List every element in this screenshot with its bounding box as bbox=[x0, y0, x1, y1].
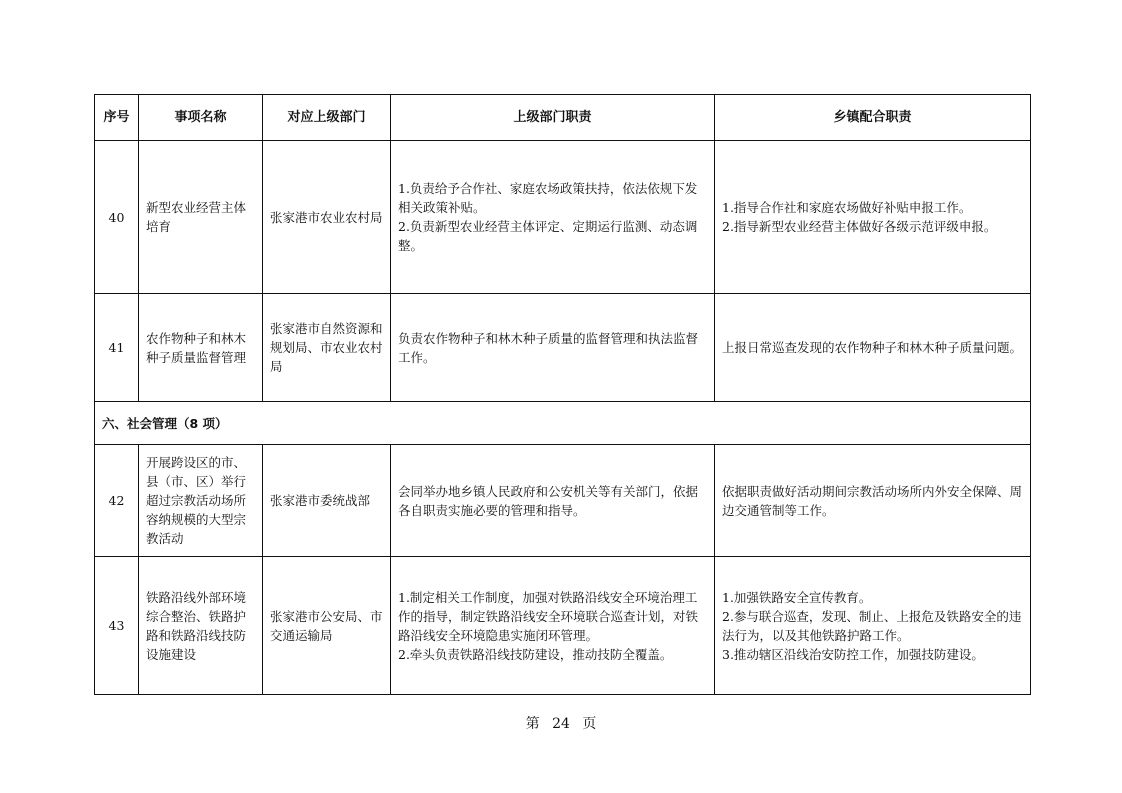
row-item-name: 开展跨设区的市、县（市、区）举行超过宗教活动场所容纳规模的大型宗教活动 bbox=[139, 445, 263, 557]
table-row bbox=[95, 294, 1031, 402]
upper-duty-line: 2.牵头负责铁路沿线技防建设，推动技防全覆盖。 bbox=[398, 646, 673, 662]
row-upper-duty bbox=[391, 294, 715, 402]
page-footer bbox=[0, 713, 1122, 733]
town-duty-line: 1.指导合作社和家庭农场做好补贴申报工作。 bbox=[722, 200, 972, 215]
row-item-name: 新型农业经营主体培育 bbox=[139, 141, 263, 294]
town-duty-line: 3.推动辖区沿线治安防控工作，加强技防建设。 bbox=[722, 646, 984, 662]
row-upper-duty bbox=[391, 141, 715, 294]
header-item-name: 事项名称 bbox=[139, 95, 263, 141]
row-no: 41 bbox=[95, 294, 139, 402]
upper-duty-line: 1.制定相关工作制度，加强对铁路沿线安全环境治理工作的指导，制定铁路沿线安全环境联合巡查计划，对铁路沿线安全环境隐患实施闭环管理。 bbox=[398, 589, 699, 643]
town-duty-line: 2.参与联合巡查，发现、制止、上报危及铁路安全的违法行为，以及其他铁路护路工作。 bbox=[722, 608, 1022, 643]
duty-table bbox=[94, 94, 1031, 695]
row-department: 张家港市委统战部 bbox=[263, 445, 391, 557]
row-no: 40 bbox=[95, 141, 139, 294]
section-row bbox=[95, 402, 1031, 445]
header-no: 序号 bbox=[95, 95, 139, 141]
row-town-duty bbox=[715, 557, 1031, 695]
row-upper-duty bbox=[391, 557, 715, 695]
row-town-duty bbox=[715, 294, 1031, 402]
row-item-name: 铁路沿线外部环境综合整治、铁路护路和铁路沿线技防设施建设 bbox=[139, 557, 263, 695]
header-upper-duty: 上级部门职责 bbox=[391, 95, 715, 141]
upper-duty-line: 1.负责给予合作社、家庭农场政策扶持，依法依规下发相关政策补贴。 bbox=[398, 181, 698, 215]
row-town-duty bbox=[715, 445, 1031, 557]
row-item-name: 农作物种子和林木种子质量监督管理 bbox=[139, 294, 263, 402]
table-row bbox=[95, 445, 1031, 557]
row-town-duty bbox=[715, 141, 1031, 294]
page-suffix: 页 bbox=[582, 716, 597, 732]
upper-duty-line: 负责农作物种子和林木种子质量的监督管理和执法监督工作。 bbox=[398, 330, 699, 365]
town-duty-line: 2.指导新型农业经营主体做好各级示范评级申报。 bbox=[722, 219, 997, 234]
town-duty-line: 依据职责做好活动期间宗教活动场所内外安全保障、周边交通管制等工作。 bbox=[722, 483, 1023, 518]
row-upper-duty bbox=[391, 445, 715, 557]
row-no: 43 bbox=[95, 557, 139, 695]
header-department: 对应上级部门 bbox=[263, 95, 391, 141]
table-row bbox=[95, 141, 1031, 294]
row-no: 42 bbox=[95, 445, 139, 557]
header-town-duty: 乡镇配合职责 bbox=[715, 95, 1031, 141]
row-department: 张家港市农业农村局 bbox=[263, 141, 391, 294]
upper-duty-line: 会同举办地乡镇人民政府和公安机关等有关部门，依据各自职责实施必要的管理和指导。 bbox=[398, 483, 699, 518]
page-prefix: 第 bbox=[525, 716, 540, 732]
table-header-row bbox=[95, 95, 1031, 141]
table-row bbox=[95, 557, 1031, 695]
row-department: 张家港市公安局、市交通运输局 bbox=[263, 557, 391, 695]
upper-duty-line: 2.负责新型农业经营主体评定、定期运行监测、动态调整。 bbox=[398, 219, 698, 253]
town-duty-line: 1.加强铁路安全宣传教育。 bbox=[722, 589, 872, 605]
page-number: 24 bbox=[552, 716, 570, 732]
town-duty-line: 上报日常巡查发现的农作物种子和林木种子质量问题。 bbox=[722, 340, 1023, 355]
row-department: 张家港市自然资源和规划局、市农业农村局 bbox=[263, 294, 391, 402]
section-title: 六、社会管理（8 项） bbox=[95, 402, 1031, 445]
